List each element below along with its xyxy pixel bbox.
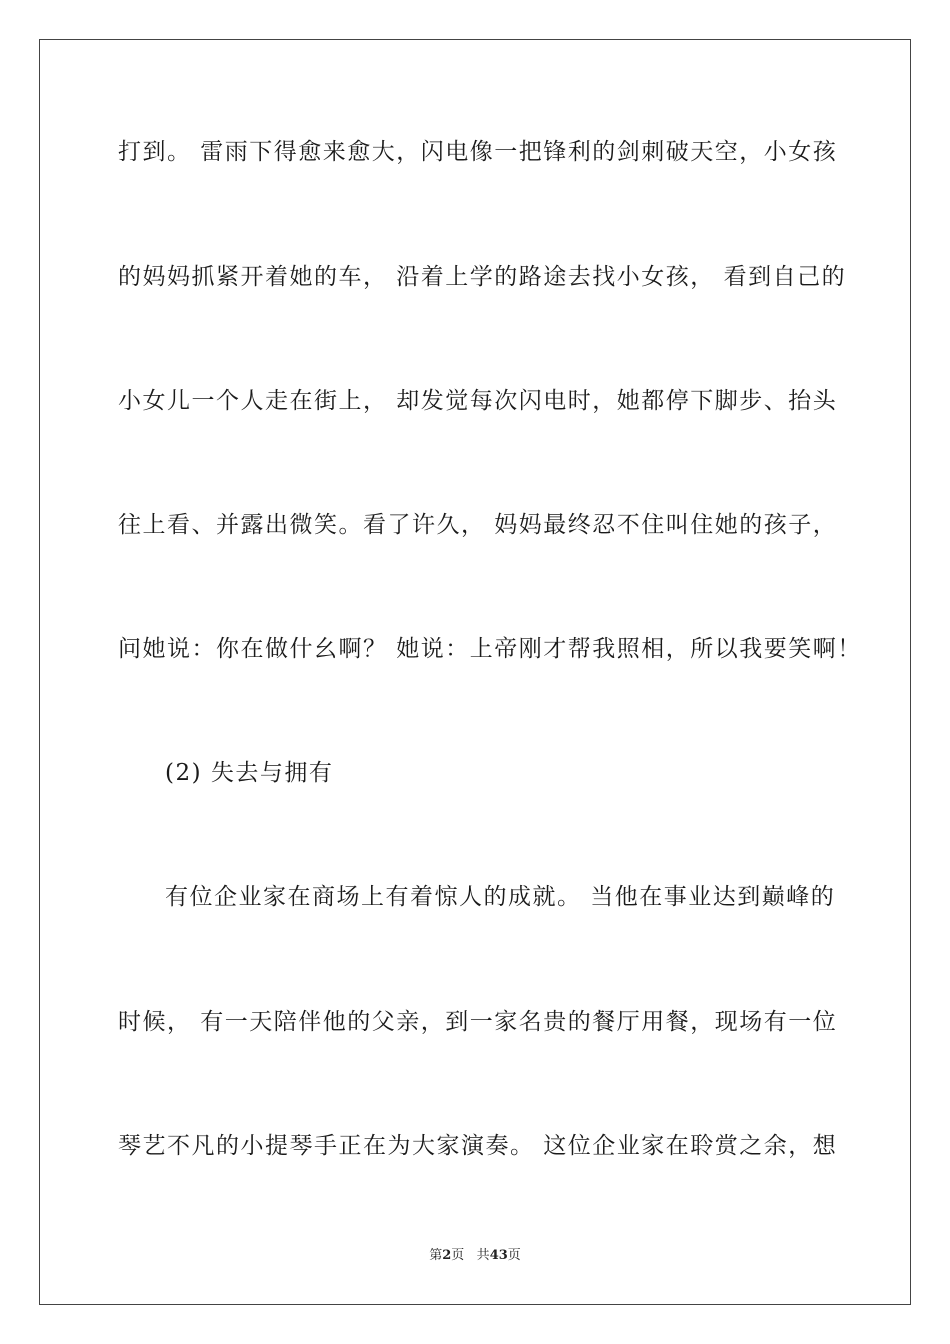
page-footer	[0, 1247, 950, 1265]
total-unit: 页	[507, 1248, 521, 1263]
text-line: 往上看、并露出微笑。看了许久， 妈妈最终忍不住叫住她的孩子，	[118, 512, 838, 538]
text-line: 有位企业家在商场上有着惊人的成就。 当他在事业达到巅峰的	[165, 884, 836, 910]
text-line: 问她说：你在做什幺啊？ 她说：上帝刚才帮我照相，所以我要笑啊！	[118, 636, 862, 662]
text-line: 的妈妈抓紧开着她的车， 沿着上学的路途去找小女孩， 看到自己的	[118, 264, 847, 290]
page-prefix: 第	[429, 1248, 443, 1263]
text-line: 时候， 有一天陪伴他的父亲，到一家名贵的餐厅用餐，现场有一位	[118, 1009, 838, 1035]
text-line: 琴艺不凡的小提琴手正在为大家演奏。 这位企业家在聆赏之余，想	[118, 1133, 838, 1159]
text-line: 打到。 雷雨下得愈来愈大，闪电像一把锋利的剑刺破天空，小女孩	[118, 139, 838, 165]
total-prefix: 共	[476, 1248, 490, 1263]
page-unit: 页	[451, 1248, 465, 1263]
section-heading: (2) 失去与拥有	[165, 760, 334, 786]
total-pages: 43	[489, 1248, 508, 1263]
page-border	[39, 39, 911, 1305]
page-number: 2	[442, 1248, 452, 1263]
text-line: 小女儿一个人走在街上， 却发觉每次闪电时，她都停下脚步、抬头	[118, 388, 838, 414]
